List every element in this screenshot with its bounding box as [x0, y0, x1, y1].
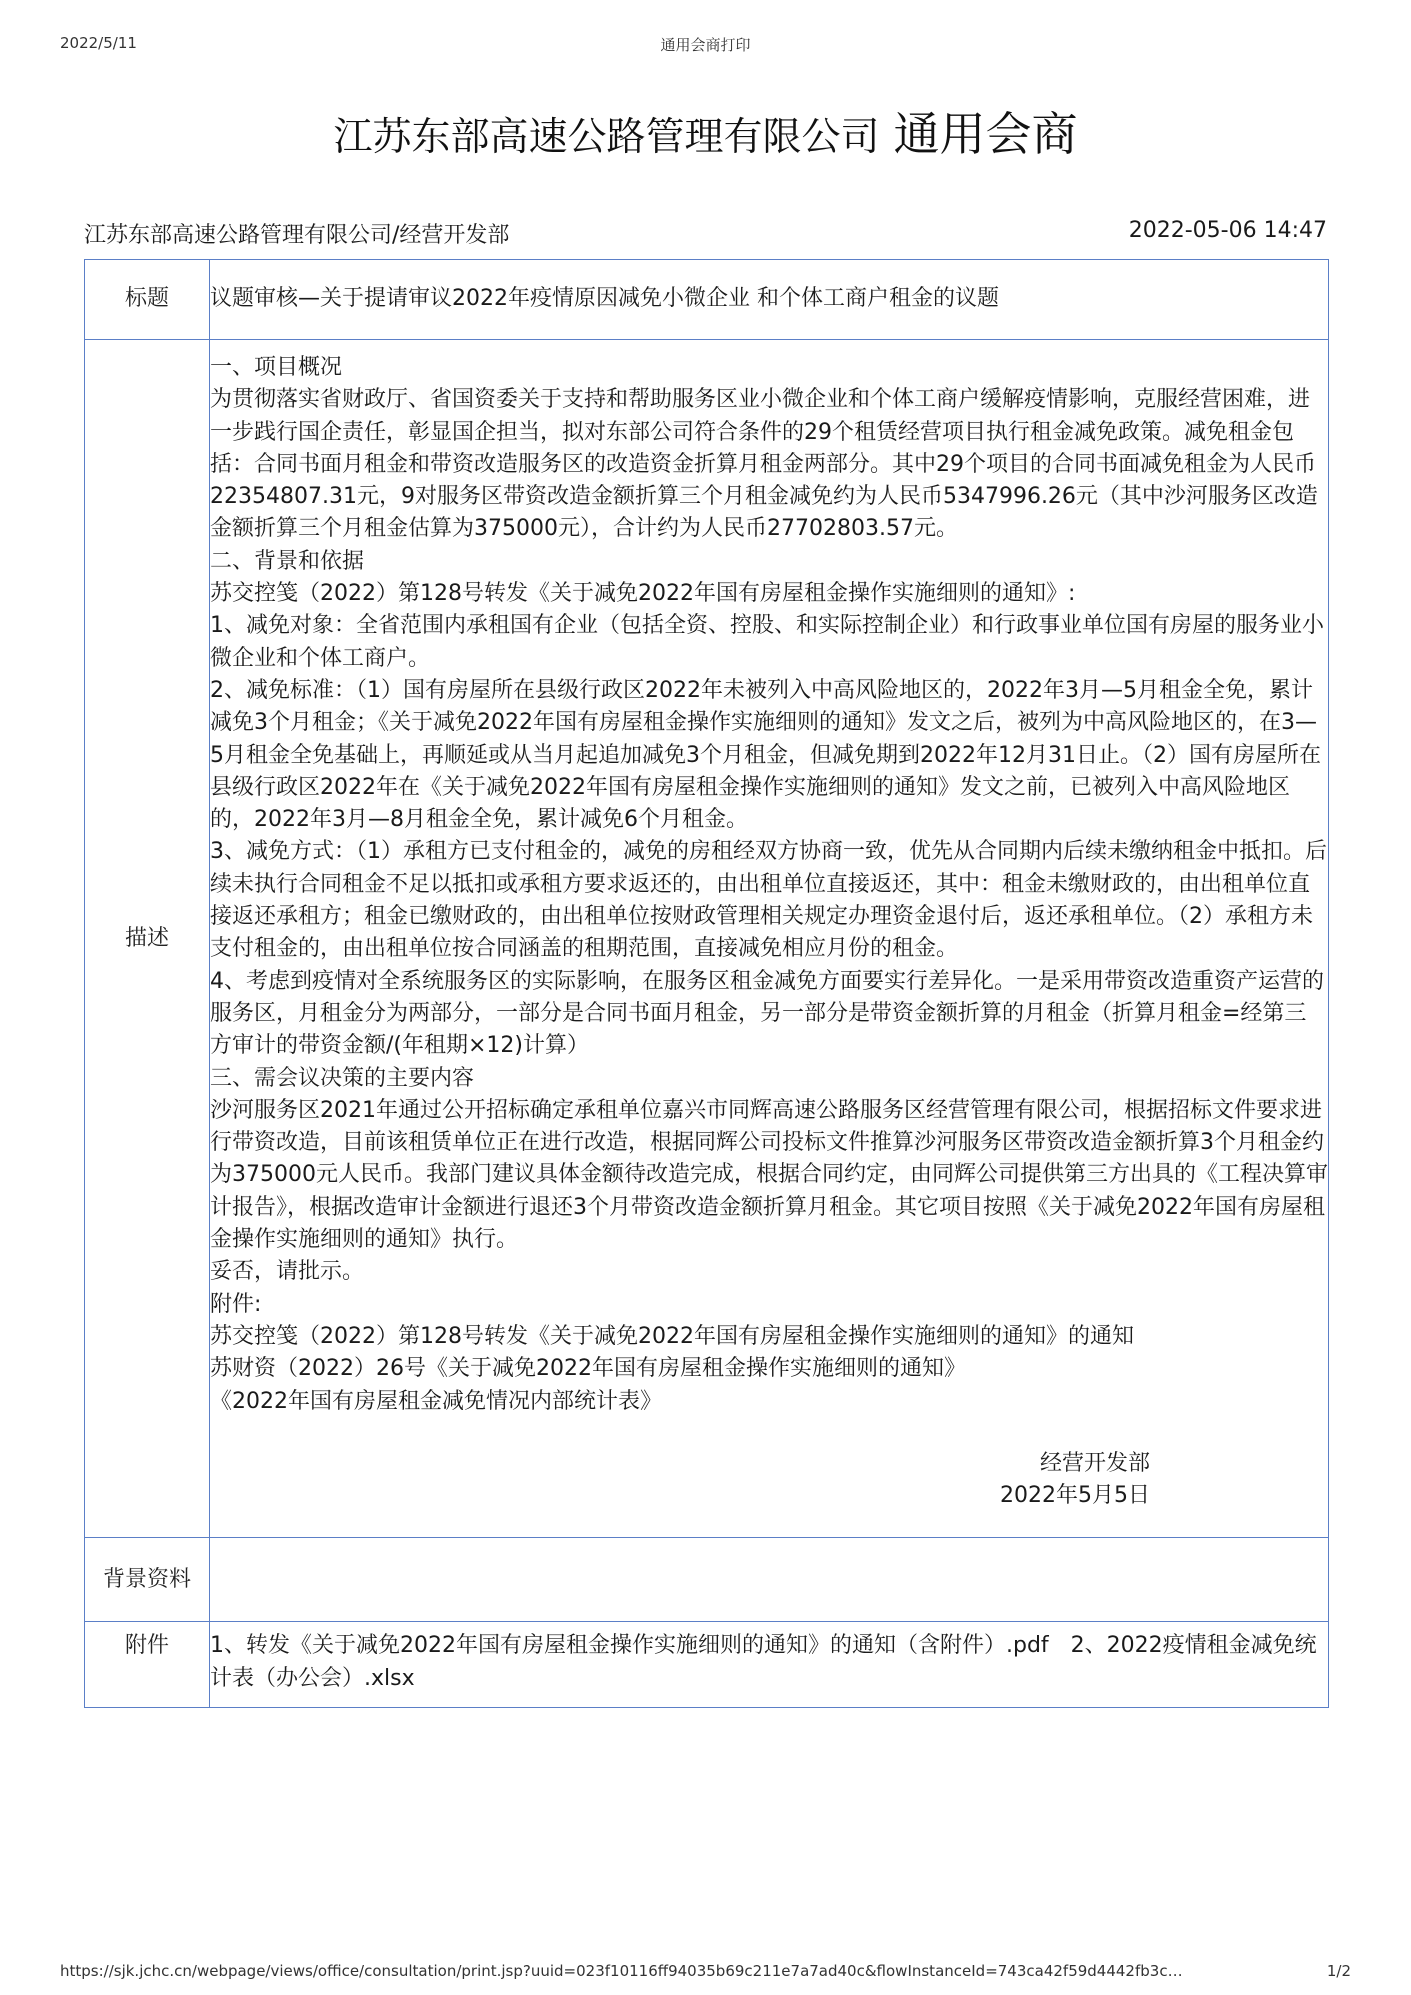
row-label-title: 标题	[85, 260, 210, 340]
description-paragraph: 沙河服务区2021年通过公开招标确定承租单位嘉兴市同辉高速公路服务区经营管理有限公司，根据招标文件要求进行带资改造，目前该租赁单位正在进行改造，根据同辉公司投标文件推算沙河服务区带资改造金额折算3个月租金约为375000元人民币。我部门建议具体金额待改造完成，根据合同约定，由同辉公司提供第三方出具的《工程决算审计报告》，根据改造审计金额进行退还3个月带资改造金额折算月租金。其它项目按照《关于减免2022年国有房屋租金操作实施细则的通知》执行。	[210, 1097, 1328, 1253]
signature-date: 2022年5月5日	[1000, 1483, 1150, 1509]
description-paragraph: 为贯彻落实省财政厅、省国资委关于支持和帮助服务区业小微企业和个体工商户缓解疫情影响，克服经营困难，进一步践行国企责任，彰显国企担当，拟对东部公司符合条件的29个租赁经营项目执行租金减免政策。减免租金包括：合同书面月租金和带资改造服务区的改造资金折算月租金两部分。其中29个项目的合同书面减免租金为人民币22354807.31元，9对服务区带资改造金额折算三个月租金减免约为人民币5347996.26元（其中沙河服务区改造金额折算三个月租金估算为375000元），合计约为人民币27702803.57元。	[210, 387, 1318, 542]
table-row-background	[85, 1538, 1329, 1622]
row-value-background	[210, 1538, 1329, 1622]
footer-page-number: 1/2	[1326, 1962, 1351, 1980]
row-label-background: 背景资料	[85, 1538, 210, 1622]
description-paragraph: 苏财资（2022）26号《关于减免2022年国有房屋租金操作实施细则的通知》	[210, 1356, 966, 1382]
row-value-attachments[interactable]: 1、转发《关于减免2022年国有房屋租金操作实施细则的通知》的通知（含附件）.pdf 2、2022疫情租金减免统计表（办公会）.xlsx	[210, 1622, 1329, 1708]
description-paragraph: 3、减免方式：（1）承租方已支付租金的，减免的房租经双方协商一致，优先从合同期内后续未缴纳租金中抵扣。后续未执行合同租金不足以抵扣或承租方要求返还的，由出租单位直接返还，其中：租金未缴财政的，由出租单位直接返还承租方；租金已缴财政的，由出租单位按财政管理相关规定办理资金退付后，返还承租单位。（2）承租方未支付租金的，由出租单位按合同涵盖的租期范围，直接减免相应月份的租金。	[210, 839, 1327, 962]
consultation-table	[84, 259, 1329, 1708]
row-label-description: 描述	[85, 340, 210, 1538]
description-paragraph: 苏交控笺（2022）第128号转发《关于减免2022年国有房屋租金操作实施细则的通知》:	[210, 581, 1076, 607]
table-row-description	[85, 340, 1329, 1538]
table-row-attachments	[85, 1622, 1329, 1708]
description-paragraph: 二、背景和依据	[210, 548, 365, 574]
description-body	[210, 352, 1328, 1418]
description-paragraph: 《2022年国有房屋租金减免情况内部统计表》	[210, 1388, 662, 1414]
description-paragraph: 2、减免标准：（1）国有房屋所在县级行政区2022年未被列入中高风险地区的，2022年3月—5月租金全免，累计减免3个月租金；《关于减免2022年国有房屋租金操作实施细则的通知》发文之后，被列为中高风险地区的，在3—5月租金全免基础上，再顺延或从当月起追加减免3个月租金，但减免期到2022年12月31日止。（2）国有房屋所在县级行政区2022年在《关于减免2022年国有房屋租金操作实施细则的通知》发文之前，已被列入中高风险地区的，2022年3月—8月租金全免，累计减免6个月租金。	[210, 677, 1321, 833]
row-value-title: 议题审核—关于提请审议2022年疫情原因减免小微企业 和个体工商户租金的议题	[210, 260, 1329, 340]
description-paragraph: 1、减免对象：全省范围内承租国有企业（包括全资、控股、和实际控制企业）和行政事业单位国有房屋的服务业小微企业和个体工商户。	[210, 613, 1325, 671]
page-title	[0, 98, 1411, 164]
description-paragraph: 苏交控笺（2022）第128号转发《关于减免2022年国有房屋租金操作实施细则的通知》的通知	[210, 1323, 1134, 1349]
table-row-title	[85, 260, 1329, 340]
org-department: 江苏东部高速公路管理有限公司/经营开发部	[84, 223, 510, 248]
print-date: 2022/5/11	[60, 34, 137, 52]
page-title-type: 通用会商	[893, 107, 1078, 161]
row-label-attachments: 附件	[85, 1622, 210, 1708]
created-datetime: 2022-05-06 14:47	[1128, 218, 1327, 243]
signature-block	[210, 1448, 1328, 1513]
description-paragraph: 妥否，请批示。	[210, 1259, 365, 1285]
description-paragraph: 附件:	[210, 1291, 262, 1317]
footer-url[interactable]: https://sjk.jchc.cn/webpage/views/office/consultation/print.jsp?uuid=023f10116ff94035b69c211e7a7ad40c&flowInstanceId=743ca42f59d4442fb3c…	[60, 1962, 1183, 1980]
description-paragraph: 一、项目概况	[210, 355, 343, 380]
print-header-title: 通用会商打印	[660, 36, 751, 54]
description-paragraph: 4、考虑到疫情对全系统服务区的实际影响，在服务区租金减免方面要实行差异化。一是采用带资改造重资产运营的服务区，月租金分为两部分，一部分是合同书面月租金，另一部分是带资金额折算的月租金（折算月租金=经第三方审计的带资金额/(年租期×12)计算）	[210, 968, 1325, 1059]
description-paragraph: 三、需会议决策的主要内容	[210, 1065, 475, 1091]
page-title-org: 江苏东部高速公路管理有限公司	[333, 115, 880, 160]
row-value-description	[210, 340, 1329, 1538]
signature-department: 经营开发部	[1039, 1450, 1150, 1476]
